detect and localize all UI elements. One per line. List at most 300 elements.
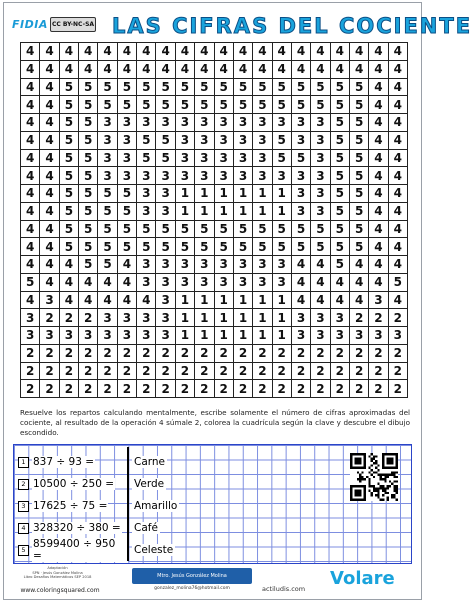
grid-cell[interactable]: 4 [195, 61, 214, 79]
grid-cell[interactable]: 4 [253, 43, 272, 61]
grid-cell[interactable]: 4 [176, 61, 195, 79]
grid-cell[interactable]: 5 [79, 238, 98, 256]
grid-cell[interactable]: 2 [98, 380, 117, 398]
grid-cell[interactable]: 2 [40, 380, 59, 398]
grid-cell[interactable]: 4 [369, 203, 388, 221]
grid-cell[interactable]: 5 [156, 221, 175, 239]
grid-cell[interactable]: 2 [40, 363, 59, 381]
grid-cell[interactable]: 5 [292, 79, 311, 97]
grid-cell[interactable]: 5 [118, 238, 137, 256]
grid-cell[interactable]: 4 [21, 221, 40, 239]
grid-cell[interactable]: 5 [156, 79, 175, 97]
grid-cell[interactable]: 5 [98, 185, 117, 203]
grid-cell[interactable]: 4 [369, 185, 388, 203]
grid-cell[interactable]: 4 [98, 292, 117, 310]
grid-cell[interactable]: 4 [389, 150, 408, 168]
grid-cell[interactable]: 3 [156, 292, 175, 310]
grid-cell[interactable]: 3 [137, 185, 156, 203]
grid-cell[interactable]: 3 [21, 309, 40, 327]
grid-cell[interactable]: 4 [21, 256, 40, 274]
grid-cell[interactable]: 1 [215, 292, 234, 310]
grid-cell[interactable]: 3 [292, 185, 311, 203]
grid-cell[interactable]: 5 [79, 79, 98, 97]
grid-cell[interactable]: 5 [273, 132, 292, 150]
grid-cell[interactable]: 3 [98, 114, 117, 132]
grid-cell[interactable]: 1 [176, 327, 195, 345]
grid-cell[interactable]: 5 [311, 79, 330, 97]
grid-cell[interactable]: 3 [137, 327, 156, 345]
grid-cell[interactable]: 5 [215, 238, 234, 256]
grid-cell[interactable]: 5 [331, 238, 350, 256]
grid-cell[interactable]: 2 [215, 345, 234, 363]
grid-cell[interactable]: 5 [98, 256, 117, 274]
grid-cell[interactable]: 3 [176, 114, 195, 132]
grid-cell[interactable]: 2 [98, 363, 117, 381]
grid-cell[interactable]: 3 [234, 274, 253, 292]
grid-cell[interactable]: 4 [21, 79, 40, 97]
grid-cell[interactable]: 2 [21, 363, 40, 381]
grid-cell[interactable]: 5 [311, 96, 330, 114]
grid-cell[interactable]: 5 [350, 221, 369, 239]
site-url[interactable]: www.coloringsquared.com [20, 587, 100, 594]
grid-cell[interactable]: 4 [40, 132, 59, 150]
grid-cell[interactable]: 4 [369, 132, 388, 150]
grid-cell[interactable]: 2 [234, 345, 253, 363]
grid-cell[interactable]: 5 [195, 79, 214, 97]
grid-cell[interactable]: 4 [389, 96, 408, 114]
grid-cell[interactable]: 4 [389, 61, 408, 79]
grid-cell[interactable]: 2 [292, 380, 311, 398]
grid-cell[interactable]: 2 [311, 363, 330, 381]
grid-cell[interactable]: 5 [98, 221, 117, 239]
grid-cell[interactable]: 5 [331, 221, 350, 239]
grid-cell[interactable]: 2 [60, 363, 79, 381]
grid-cell[interactable]: 3 [311, 132, 330, 150]
grid-cell[interactable]: 5 [331, 185, 350, 203]
grid-cell[interactable]: 1 [273, 292, 292, 310]
grid-cell[interactable]: 5 [137, 238, 156, 256]
grid-cell[interactable]: 3 [234, 150, 253, 168]
grid-cell[interactable]: 2 [137, 380, 156, 398]
grid-cell[interactable]: 4 [137, 43, 156, 61]
grid-cell[interactable]: 4 [215, 43, 234, 61]
grid-cell[interactable]: 3 [98, 167, 117, 185]
grid-cell[interactable]: 2 [40, 345, 59, 363]
grid-cell[interactable]: 4 [311, 43, 330, 61]
grid-cell[interactable]: 3 [311, 114, 330, 132]
grid-cell[interactable]: 3 [98, 132, 117, 150]
grid-cell[interactable]: 4 [292, 43, 311, 61]
grid-cell[interactable]: 5 [118, 96, 137, 114]
grid-cell[interactable]: 3 [156, 256, 175, 274]
grid-cell[interactable]: 3 [98, 150, 117, 168]
grid-cell[interactable]: 5 [234, 221, 253, 239]
grid-cell[interactable]: 5 [389, 274, 408, 292]
grid-cell[interactable]: 5 [195, 221, 214, 239]
grid-cell[interactable]: 4 [369, 150, 388, 168]
grid-cell[interactable]: 4 [40, 185, 59, 203]
grid-cell[interactable]: 3 [292, 327, 311, 345]
grid-cell[interactable]: 2 [234, 380, 253, 398]
grid-cell[interactable]: 4 [273, 43, 292, 61]
grid-cell[interactable]: 5 [60, 221, 79, 239]
grid-cell[interactable]: 5 [350, 167, 369, 185]
grid-cell[interactable]: 5 [331, 96, 350, 114]
grid-cell[interactable]: 3 [311, 327, 330, 345]
grid-cell[interactable]: 3 [292, 203, 311, 221]
grid-cell[interactable]: 4 [215, 61, 234, 79]
grid-cell[interactable]: 5 [79, 150, 98, 168]
grid-cell[interactable]: 2 [156, 363, 175, 381]
grid-cell[interactable]: 5 [331, 79, 350, 97]
grid-cell[interactable]: 4 [21, 96, 40, 114]
grid-cell[interactable]: 1 [273, 309, 292, 327]
grid-cell[interactable]: 4 [331, 292, 350, 310]
grid-cell[interactable]: 2 [369, 309, 388, 327]
grid-cell[interactable]: 4 [118, 43, 137, 61]
grid-cell[interactable]: 4 [21, 203, 40, 221]
grid-cell[interactable]: 4 [60, 274, 79, 292]
grid-cell[interactable]: 5 [273, 221, 292, 239]
grid-cell[interactable]: 4 [292, 61, 311, 79]
grid-cell[interactable]: 4 [40, 43, 59, 61]
grid-cell[interactable]: 4 [40, 274, 59, 292]
grid-cell[interactable]: 3 [118, 150, 137, 168]
grid-cell[interactable]: 5 [234, 238, 253, 256]
grid-cell[interactable]: 4 [79, 274, 98, 292]
grid-cell[interactable]: 5 [176, 96, 195, 114]
grid-cell[interactable]: 2 [273, 380, 292, 398]
grid-cell[interactable]: 4 [331, 43, 350, 61]
grid-cell[interactable]: 3 [156, 327, 175, 345]
grid-cell[interactable]: 4 [40, 256, 59, 274]
grid-cell[interactable]: 4 [40, 238, 59, 256]
grid-cell[interactable]: 4 [195, 43, 214, 61]
grid-cell[interactable]: 2 [60, 380, 79, 398]
grid-cell[interactable]: 3 [234, 114, 253, 132]
grid-cell[interactable]: 2 [156, 380, 175, 398]
grid-cell[interactable]: 3 [215, 167, 234, 185]
grid-cell[interactable]: 3 [389, 327, 408, 345]
grid-cell[interactable]: 1 [253, 292, 272, 310]
grid-cell[interactable]: 5 [331, 132, 350, 150]
grid-cell[interactable]: 5 [331, 256, 350, 274]
grid-cell[interactable]: 2 [195, 345, 214, 363]
grid-cell[interactable]: 4 [273, 61, 292, 79]
grid-cell[interactable]: 5 [331, 167, 350, 185]
grid-cell[interactable]: 3 [253, 274, 272, 292]
grid-cell[interactable]: 2 [389, 380, 408, 398]
grid-cell[interactable]: 2 [79, 363, 98, 381]
grid-cell[interactable]: 3 [350, 327, 369, 345]
grid-cell[interactable]: 2 [350, 380, 369, 398]
grid-cell[interactable]: 3 [118, 167, 137, 185]
grid-cell[interactable]: 5 [118, 203, 137, 221]
grid-cell[interactable]: 4 [350, 256, 369, 274]
grid-cell[interactable]: 3 [273, 274, 292, 292]
grid-cell[interactable]: 5 [311, 238, 330, 256]
grid-cell[interactable]: 1 [253, 309, 272, 327]
grid-cell[interactable]: 5 [60, 167, 79, 185]
grid-cell[interactable]: 5 [137, 150, 156, 168]
grid-cell[interactable]: 5 [118, 185, 137, 203]
grid-cell[interactable]: 3 [176, 132, 195, 150]
grid-cell[interactable]: 1 [253, 203, 272, 221]
grid-cell[interactable]: 5 [215, 96, 234, 114]
grid-cell[interactable]: 5 [156, 150, 175, 168]
grid-cell[interactable]: 3 [234, 167, 253, 185]
grid-cell[interactable]: 5 [60, 150, 79, 168]
grid-cell[interactable]: 4 [118, 256, 137, 274]
grid-cell[interactable]: 5 [350, 132, 369, 150]
grid-cell[interactable]: 4 [60, 61, 79, 79]
grid-cell[interactable]: 2 [331, 345, 350, 363]
grid-cell[interactable]: 2 [369, 363, 388, 381]
grid-cell[interactable]: 3 [156, 114, 175, 132]
grid-cell[interactable]: 3 [137, 256, 156, 274]
grid-cell[interactable]: 3 [176, 167, 195, 185]
grid-cell[interactable]: 3 [253, 167, 272, 185]
grid-cell[interactable]: 3 [98, 327, 117, 345]
grid-cell[interactable]: 3 [253, 132, 272, 150]
grid-cell[interactable]: 4 [79, 43, 98, 61]
grid-cell[interactable]: 1 [253, 327, 272, 345]
grid-cell[interactable]: 3 [195, 274, 214, 292]
grid-cell[interactable]: 3 [215, 274, 234, 292]
grid-cell[interactable]: 4 [369, 238, 388, 256]
grid-cell[interactable]: 5 [60, 238, 79, 256]
grid-cell[interactable]: 2 [215, 363, 234, 381]
grid-cell[interactable]: 4 [79, 292, 98, 310]
grid-cell[interactable]: 4 [21, 292, 40, 310]
grid-cell[interactable]: 2 [156, 345, 175, 363]
grid-cell[interactable]: 5 [79, 203, 98, 221]
grid-cell[interactable]: 4 [40, 114, 59, 132]
grid-cell[interactable]: 5 [331, 203, 350, 221]
grid-cell[interactable]: 3 [292, 132, 311, 150]
grid-cell[interactable]: 4 [389, 79, 408, 97]
grid-cell[interactable]: 4 [311, 256, 330, 274]
grid-cell[interactable]: 4 [389, 292, 408, 310]
grid-cell[interactable]: 4 [137, 292, 156, 310]
grid-cell[interactable]: 2 [253, 345, 272, 363]
grid-cell[interactable]: 3 [176, 274, 195, 292]
grid-cell[interactable]: 1 [273, 185, 292, 203]
grid-cell[interactable]: 2 [389, 345, 408, 363]
grid-cell[interactable]: 2 [118, 380, 137, 398]
grid-cell[interactable]: 1 [195, 292, 214, 310]
grid-cell[interactable]: 5 [79, 185, 98, 203]
grid-cell[interactable]: 4 [369, 167, 388, 185]
grid-cell[interactable]: 5 [98, 238, 117, 256]
grid-cell[interactable]: 3 [118, 114, 137, 132]
grid-cell[interactable]: 2 [350, 363, 369, 381]
grid-cell[interactable]: 5 [60, 114, 79, 132]
grid-cell[interactable]: 4 [369, 79, 388, 97]
grid-cell[interactable]: 5 [273, 238, 292, 256]
grid-cell[interactable]: 4 [389, 203, 408, 221]
grid-cell[interactable]: 4 [311, 274, 330, 292]
grid-cell[interactable]: 2 [215, 380, 234, 398]
grid-cell[interactable]: 3 [195, 114, 214, 132]
grid-cell[interactable]: 1 [215, 185, 234, 203]
grid-cell[interactable]: 3 [273, 114, 292, 132]
grid-cell[interactable]: 2 [21, 380, 40, 398]
grid-cell[interactable]: 5 [350, 238, 369, 256]
grid-cell[interactable]: 4 [292, 256, 311, 274]
grid-cell[interactable]: 5 [79, 96, 98, 114]
grid-cell[interactable]: 4 [389, 185, 408, 203]
grid-cell[interactable]: 2 [176, 345, 195, 363]
grid-cell[interactable]: 2 [98, 345, 117, 363]
grid-cell[interactable]: 2 [311, 345, 330, 363]
grid-cell[interactable]: 4 [311, 61, 330, 79]
grid-cell[interactable]: 3 [234, 132, 253, 150]
grid-cell[interactable]: 3 [118, 327, 137, 345]
grid-cell[interactable]: 5 [350, 96, 369, 114]
grid-cell[interactable]: 3 [215, 132, 234, 150]
grid-cell[interactable]: 5 [79, 114, 98, 132]
grid-cell[interactable]: 2 [292, 345, 311, 363]
grid-cell[interactable]: 1 [215, 309, 234, 327]
grid-cell[interactable]: 4 [21, 167, 40, 185]
grid-cell[interactable]: 4 [350, 43, 369, 61]
grid-cell[interactable]: 5 [176, 79, 195, 97]
grid-cell[interactable]: 5 [273, 96, 292, 114]
grid-cell[interactable]: 3 [311, 309, 330, 327]
grid-cell[interactable]: 3 [137, 309, 156, 327]
grid-cell[interactable]: 3 [156, 309, 175, 327]
grid-cell[interactable]: 5 [273, 150, 292, 168]
grid-cell[interactable]: 3 [369, 292, 388, 310]
grid-cell[interactable]: 2 [292, 363, 311, 381]
grid-cell[interactable]: 1 [195, 309, 214, 327]
grid-cell[interactable]: 4 [350, 292, 369, 310]
grid-cell[interactable]: 2 [195, 380, 214, 398]
grid-cell[interactable]: 3 [331, 309, 350, 327]
grid-cell[interactable]: 5 [292, 96, 311, 114]
grid-cell[interactable]: 4 [40, 221, 59, 239]
grid-cell[interactable]: 3 [253, 114, 272, 132]
grid-cell[interactable]: 5 [176, 238, 195, 256]
grid-cell[interactable]: 4 [21, 150, 40, 168]
grid-cell[interactable]: 5 [60, 203, 79, 221]
grid-cell[interactable]: 5 [137, 221, 156, 239]
grid-cell[interactable]: 2 [273, 363, 292, 381]
grid-cell[interactable]: 4 [118, 274, 137, 292]
grid-cell[interactable]: 3 [215, 256, 234, 274]
grid-cell[interactable]: 4 [253, 61, 272, 79]
grid-cell[interactable]: 4 [369, 96, 388, 114]
grid-cell[interactable]: 3 [40, 327, 59, 345]
grid-cell[interactable]: 1 [273, 327, 292, 345]
grid-cell[interactable]: 3 [195, 132, 214, 150]
grid-cell[interactable]: 3 [40, 292, 59, 310]
grid-cell[interactable]: 3 [118, 132, 137, 150]
grid-cell[interactable]: 2 [253, 380, 272, 398]
grid-cell[interactable]: 2 [118, 345, 137, 363]
grid-cell[interactable]: 4 [311, 292, 330, 310]
grid-cell[interactable]: 4 [156, 43, 175, 61]
grid-cell[interactable]: 1 [195, 203, 214, 221]
grid-cell[interactable]: 5 [234, 96, 253, 114]
grid-cell[interactable]: 4 [292, 274, 311, 292]
grid-cell[interactable]: 5 [137, 96, 156, 114]
grid-cell[interactable]: 4 [350, 274, 369, 292]
grid-cell[interactable]: 1 [215, 203, 234, 221]
grid-cell[interactable]: 1 [234, 185, 253, 203]
grid-cell[interactable]: 1 [234, 309, 253, 327]
grid-cell[interactable]: 3 [79, 327, 98, 345]
grid-cell[interactable]: 1 [234, 292, 253, 310]
grid-cell[interactable]: 2 [21, 345, 40, 363]
grid-cell[interactable]: 3 [311, 150, 330, 168]
grid-cell[interactable]: 4 [331, 61, 350, 79]
grid-cell[interactable]: 5 [79, 132, 98, 150]
grid-cell[interactable]: 1 [253, 185, 272, 203]
grid-cell[interactable]: 5 [292, 221, 311, 239]
grid-cell[interactable]: 4 [369, 256, 388, 274]
grid-cell[interactable]: 4 [389, 132, 408, 150]
grid-cell[interactable]: 2 [234, 363, 253, 381]
grid-cell[interactable]: 3 [292, 309, 311, 327]
grid-cell[interactable]: 4 [389, 167, 408, 185]
grid-cell[interactable]: 3 [331, 327, 350, 345]
grid-cell[interactable]: 3 [253, 256, 272, 274]
grid-cell[interactable]: 2 [79, 345, 98, 363]
grid-cell[interactable]: 4 [40, 150, 59, 168]
grid-cell[interactable]: 5 [137, 132, 156, 150]
grid-cell[interactable]: 5 [273, 79, 292, 97]
grid-cell[interactable]: 5 [350, 150, 369, 168]
grid-cell[interactable]: 3 [98, 309, 117, 327]
grid-cell[interactable]: 5 [253, 96, 272, 114]
grid-cell[interactable]: 2 [137, 345, 156, 363]
grid-cell[interactable]: 3 [311, 203, 330, 221]
grid-cell[interactable]: 3 [156, 274, 175, 292]
grid-cell[interactable]: 3 [215, 114, 234, 132]
grid-cell[interactable]: 4 [389, 256, 408, 274]
grid-cell[interactable]: 5 [21, 274, 40, 292]
grid-cell[interactable]: 3 [156, 203, 175, 221]
grid-cell[interactable]: 3 [253, 150, 272, 168]
grid-cell[interactable]: 2 [60, 345, 79, 363]
grid-cell[interactable]: 2 [176, 363, 195, 381]
grid-cell[interactable]: 3 [176, 150, 195, 168]
grid-cell[interactable]: 4 [176, 43, 195, 61]
grid-cell[interactable]: 5 [60, 79, 79, 97]
grid-cell[interactable]: 2 [369, 380, 388, 398]
grid-cell[interactable]: 2 [350, 309, 369, 327]
grid-cell[interactable]: 3 [195, 167, 214, 185]
grid-cell[interactable]: 3 [156, 185, 175, 203]
grid-cell[interactable]: 2 [331, 363, 350, 381]
grid-cell[interactable]: 2 [253, 363, 272, 381]
grid-cell[interactable]: 2 [369, 345, 388, 363]
grid-cell[interactable]: 5 [331, 114, 350, 132]
grid-cell[interactable]: 4 [389, 114, 408, 132]
grid-cell[interactable]: 3 [292, 167, 311, 185]
grid-cell[interactable]: 5 [253, 238, 272, 256]
grid-cell[interactable]: 3 [215, 150, 234, 168]
grid-cell[interactable]: 3 [292, 114, 311, 132]
grid-cell[interactable]: 3 [21, 327, 40, 345]
grid-cell[interactable]: 1 [176, 309, 195, 327]
grid-cell[interactable]: 4 [369, 43, 388, 61]
grid-cell[interactable]: 3 [195, 256, 214, 274]
grid-cell[interactable]: 4 [331, 274, 350, 292]
grid-cell[interactable]: 4 [292, 292, 311, 310]
